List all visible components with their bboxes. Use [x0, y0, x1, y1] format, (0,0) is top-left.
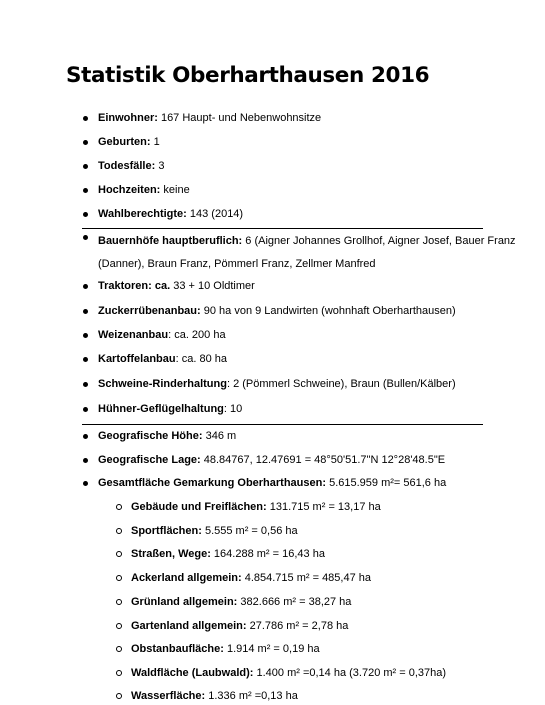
area-label: Wasserfläche: [131, 690, 206, 702]
area-roads [131, 547, 325, 562]
stat-value: 90 ha von 9 Landwirten (wohnhaft Oberharthausen) [200, 305, 456, 317]
stat-label: Kartoffelanbau [98, 353, 176, 365]
stat-label: Weizenanbau [98, 329, 169, 341]
stat-value: 167 Haupt- und Nebenwohnsitze [157, 112, 322, 124]
stat-location [98, 453, 523, 468]
stat-value: 3 [155, 160, 165, 172]
area-water [131, 689, 298, 704]
stat-births [98, 135, 523, 150]
stat-label: Traktoren: ca. [98, 280, 171, 292]
page-title: Statistik Oberharthausen 2016 [66, 63, 430, 88]
area-label: Obstanbaufläche: [131, 643, 224, 655]
stat-sugar-beet [98, 304, 523, 319]
area-value: 382.666 m² = 38,27 ha [237, 596, 352, 608]
stat-pigs-cattle [98, 377, 523, 392]
stat-eligible-voters [98, 207, 523, 222]
stat-value: : ca. 80 ha [175, 353, 227, 365]
area-orchard [131, 642, 320, 657]
stat-label: Bauernhöfe hauptberuflich: [98, 235, 243, 247]
stat-label: Geografische Lage: [98, 454, 201, 466]
area-value: 4.854.715 m² = 485,47 ha [241, 572, 372, 584]
stat-label: Wahlberechtigte: [98, 208, 187, 220]
area-sports [131, 524, 298, 539]
area-value: 1.914 m² = 0,19 ha [223, 643, 320, 655]
area-label: Grünland allgemein: [131, 596, 238, 608]
stat-value: 143 (2014) [186, 208, 244, 220]
area-label: Sportflächen: [131, 525, 202, 537]
stat-label: Hochzeiten: [98, 184, 161, 196]
stat-value: 346 m [202, 430, 237, 442]
section-divider [82, 228, 483, 229]
stat-label: Gesamtfläche Gemarkung Oberharthausen: [98, 477, 327, 489]
area-grassland [131, 595, 351, 610]
stat-label: Hühner-Geflügelhaltung [98, 403, 224, 415]
stat-value: 33 + 10 Oldtimer [170, 280, 255, 292]
stat-label: Einwohner: [98, 112, 158, 124]
stat-label: Schweine-Rinderhaltung [98, 378, 227, 390]
stat-value: keine [160, 184, 190, 196]
area-buildings [131, 500, 381, 515]
area-garden [131, 619, 348, 634]
stat-value: 48.84767, 12.47691 = 48°50'51.7"N 12°28'48.5"E [200, 454, 446, 466]
area-label: Waldfläche (Laubwald): [131, 667, 254, 679]
stat-value: : 2 (Pömmerl Schweine), Braun (Bullen/Kälber) [226, 378, 456, 390]
stat-value: 1 [150, 136, 160, 148]
area-value: 131.715 m² = 13,17 ha [266, 501, 381, 513]
stat-label: Zuckerrübenanbau: [98, 305, 201, 317]
stat-altitude [98, 429, 523, 444]
stat-value: : 10 [223, 403, 243, 415]
stat-wheat [98, 328, 523, 343]
area-value: 5.555 m² = 0,56 ha [201, 525, 298, 537]
area-value: 164.288 m² = 16,43 ha [210, 548, 325, 560]
stat-farms [98, 230, 523, 275]
area-value: 1.336 m² =0,13 ha [205, 690, 298, 702]
stat-label: Todesfälle: [98, 160, 156, 172]
area-value: 27.786 m² = 2,78 ha [246, 620, 349, 632]
stat-deaths [98, 159, 523, 174]
area-label: Gartenland allgemein: [131, 620, 247, 632]
section-divider [82, 424, 483, 425]
stat-total-area [98, 476, 523, 491]
stat-label: Geburten: [98, 136, 151, 148]
area-label: Straßen, Wege: [131, 548, 211, 560]
area-value: 1.400 m² =0,14 ha (3.720 m² = 0,37ha) [253, 667, 447, 679]
stat-value: 5.615.959 m²= 561,6 ha [326, 477, 447, 489]
stat-value: : ca. 200 ha [168, 329, 226, 341]
stat-potatoes [98, 352, 523, 367]
stat-residents [98, 111, 523, 126]
area-label: Ackerland allgemein: [131, 572, 242, 584]
stat-value: 6 (Aigner Johannes Grollhof, Aigner Josef, Bauer Franz (Danner), Braun Franz, Pömmerl Franz, Zellmer Manfred [98, 235, 516, 270]
stat-label: Geografische Höhe: [98, 430, 203, 442]
stat-weddings [98, 183, 523, 198]
area-farmland [131, 571, 371, 586]
stat-tractors [98, 279, 523, 294]
stat-poultry [98, 402, 523, 417]
area-label: Gebäude und Freiflächen: [131, 501, 267, 513]
area-forest [131, 666, 446, 681]
